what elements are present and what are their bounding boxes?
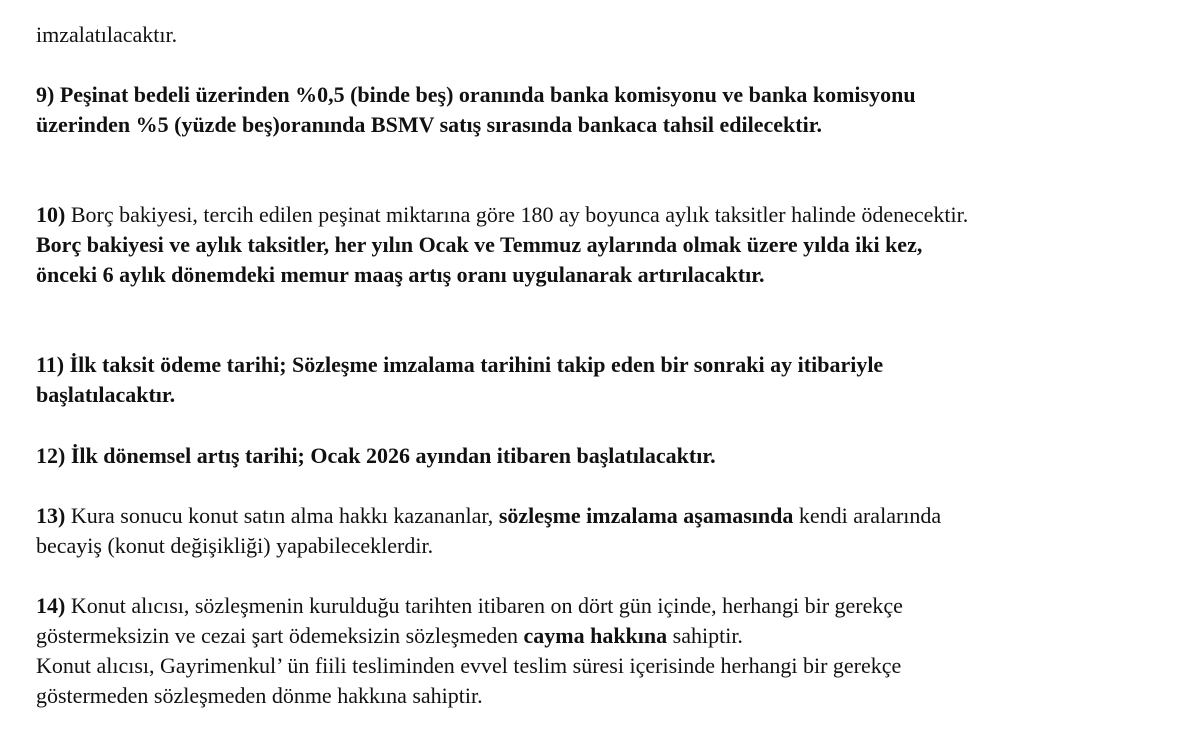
item-14-text-3: Konut alıcısı, Gayrimenkul’ ün fiili tesliminden evvel teslim süresi içerisinde herhangi bir gerekçe [36,653,902,678]
item-13-line-2 [36,531,433,561]
item-11-line-2 [36,380,175,410]
item-9-text-1: 9) Peşinat bedeli üzerinden %0,5 (binde beş) oranında banka komisyonu ve banka komisyonu [36,82,916,107]
item-13-text-1a: Kura sonucu konut satın alma hakkı kazananlar, [65,503,499,528]
item-10-line-2 [36,230,922,260]
item-11-line-1 [36,350,883,380]
item-13-number: 13) [36,503,66,528]
item-14-text-2a: göstermeksizin ve cezai şart ödemeksizin sözleşmeden [36,623,524,648]
item-11-text-2: başlatılacaktır. [36,382,176,407]
item-12-text-1: 12) İlk dönemsel artış tarihi; Ocak 2026 ayından itibaren başlatılacaktır. [36,443,716,468]
item-14-number: 14) [36,593,66,618]
item-14-line-1 [36,591,903,621]
item-9-text-2: üzerinden %5 (yüzde beş)oranında BSMV satış sırasında bankaca tahsil edilecektir. [36,112,822,137]
item-13-text-1-bold: sözleşme imzalama aşamasında [498,503,794,528]
item-11-text-1: 11) İlk taksit ödeme tarihi; Sözleşme imzalama tarihini takip eden bir sonraki ay itibariyle [36,352,884,377]
item-9-line-2 [36,110,822,140]
item-14-line-4 [36,681,483,711]
item-9-line-1 [36,80,916,110]
item-14-text-4: göstermeden sözleşmeden dönme hakkına sahiptir. [36,683,483,708]
item-14-line-3 [36,651,901,681]
item-14-line-2 [36,621,743,651]
item-10-text-3: önceki 6 aylık dönemdeki memur maaş artış oranı uygulanarak artırılacaktır. [36,262,765,287]
item-14-text-2-bold: cayma hakkına [523,623,668,648]
item-10-line-3 [36,260,764,290]
item-12-line-1 [36,441,716,471]
item-10-line-1 [36,200,968,230]
item-14-text-2b: sahiptir. [667,623,743,648]
item-10-text-2: Borç bakiyesi ve aylık taksitler, her yılın Ocak ve Temmuz aylarında olmak üzere yılda iki kez, [36,232,923,257]
item-10-number: 10) [36,202,66,227]
item-13-text-1b: kendi aralarında [793,503,942,528]
item-14-text-1: Konut alıcısı, sözleşmenin kurulduğu tarihten itibaren on dört gün içinde, herhangi bir gerekçe [65,593,903,618]
lead-text: imzalatılacaktır. [36,22,178,47]
item-10-text-1: Borç bakiyesi, tercih edilen peşinat miktarına göre 180 ay boyunca aylık taksitler halinde ödenecektir. [65,202,969,227]
lead-line [36,20,177,50]
item-13-line-1 [36,501,941,531]
item-13-text-2: becayiş (konut değişikliği) yapabileceklerdir. [36,533,434,558]
